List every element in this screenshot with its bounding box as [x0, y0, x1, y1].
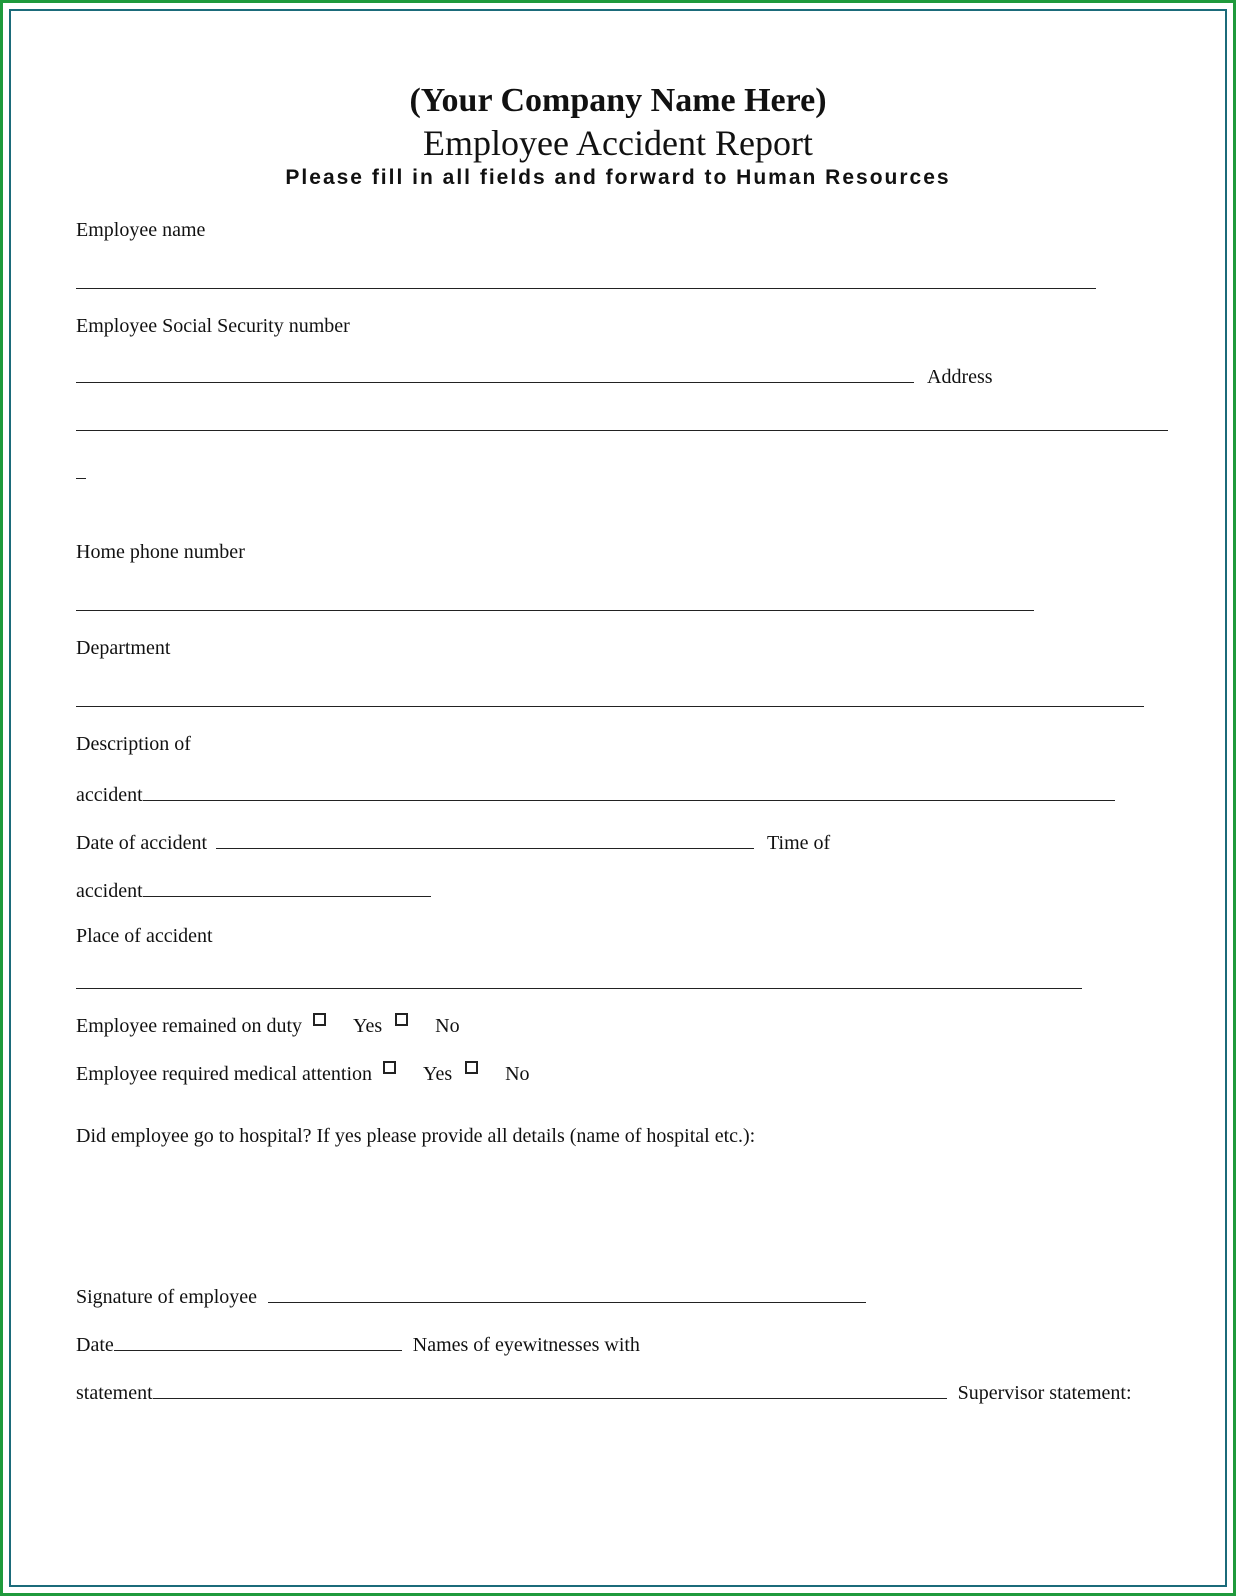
- ssn-label: Employee Social Security number: [76, 315, 350, 337]
- time-of-accident-label: accident: [76, 880, 143, 902]
- department-row: [76, 686, 1144, 713]
- date-label: Date: [76, 1334, 114, 1356]
- supervisor-statement-label: Supervisor statement:: [957, 1382, 1132, 1404]
- place-label: Place of accident: [76, 925, 213, 947]
- form-header: [0, 80, 1236, 192]
- department-field[interactable]: [76, 686, 1144, 707]
- remained-on-duty-label: Employee remained on duty: [76, 1015, 303, 1037]
- statement-label: statement: [76, 1382, 153, 1404]
- date-of-accident-label: Date of accident: [76, 832, 208, 854]
- description-label-cont: accident: [76, 784, 143, 806]
- signature-label: Signature of employee: [76, 1286, 258, 1308]
- date-of-accident-field[interactable]: [216, 828, 754, 849]
- home-phone-row: [76, 590, 1034, 617]
- department-label: Department: [76, 637, 171, 659]
- address-row-continued: [76, 458, 86, 485]
- remained-on-duty-row: [76, 1014, 460, 1038]
- home-phone-field[interactable]: [76, 590, 1034, 611]
- hospital-question: Did employee go to hospital? If yes please provide all details (name of hospital etc.):: [76, 1125, 756, 1147]
- medical-attention-label: Employee required medical attention: [76, 1063, 372, 1085]
- remained-yes-label: Yes: [353, 1015, 383, 1037]
- medical-yes-label: Yes: [423, 1063, 453, 1085]
- ssn-row: [76, 362, 993, 389]
- employee-name-label: Employee name: [76, 219, 206, 241]
- eyewitnesses-label: Names of eyewitnesses with: [412, 1334, 640, 1356]
- medical-no-label: No: [505, 1063, 530, 1085]
- medical-no-checkbox[interactable]: [465, 1061, 478, 1074]
- medical-attention-row: [76, 1062, 530, 1086]
- time-of-accident-field[interactable]: [143, 876, 431, 897]
- medical-yes-checkbox[interactable]: [383, 1061, 396, 1074]
- form-title: Employee Accident Report: [423, 123, 813, 163]
- company-name: (Your Company Name Here): [409, 82, 827, 119]
- remained-no-label: No: [435, 1015, 460, 1037]
- address-field-continued[interactable]: [76, 458, 86, 479]
- description-label: Description of: [76, 733, 191, 755]
- address-field[interactable]: [76, 410, 1168, 431]
- signature-field[interactable]: [268, 1282, 866, 1303]
- statement-row: [76, 1378, 1132, 1405]
- signature-row: [76, 1282, 866, 1309]
- date-of-accident-row: [76, 828, 830, 855]
- remained-yes-checkbox[interactable]: [313, 1013, 326, 1026]
- address-label: Address: [927, 366, 993, 388]
- time-of-accident-row: [76, 876, 431, 903]
- date-row: [76, 1330, 640, 1357]
- form-instructions: Please fill in all fields and forward to Human Resources: [285, 166, 951, 189]
- employee-name-row: [76, 268, 1096, 295]
- description-field[interactable]: [143, 780, 1115, 801]
- date-field[interactable]: [114, 1330, 402, 1351]
- ssn-field[interactable]: [76, 362, 914, 383]
- time-of-label: Time of: [767, 832, 831, 854]
- employee-name-field[interactable]: [76, 268, 1096, 289]
- address-row: [76, 410, 1168, 437]
- place-field[interactable]: [76, 968, 1082, 989]
- hospital-details-area[interactable]: [76, 1152, 1156, 1272]
- home-phone-label: Home phone number: [76, 541, 245, 563]
- place-row: [76, 968, 1082, 995]
- remained-no-checkbox[interactable]: [395, 1013, 408, 1026]
- statement-field[interactable]: [153, 1378, 947, 1399]
- description-row: [76, 780, 1115, 807]
